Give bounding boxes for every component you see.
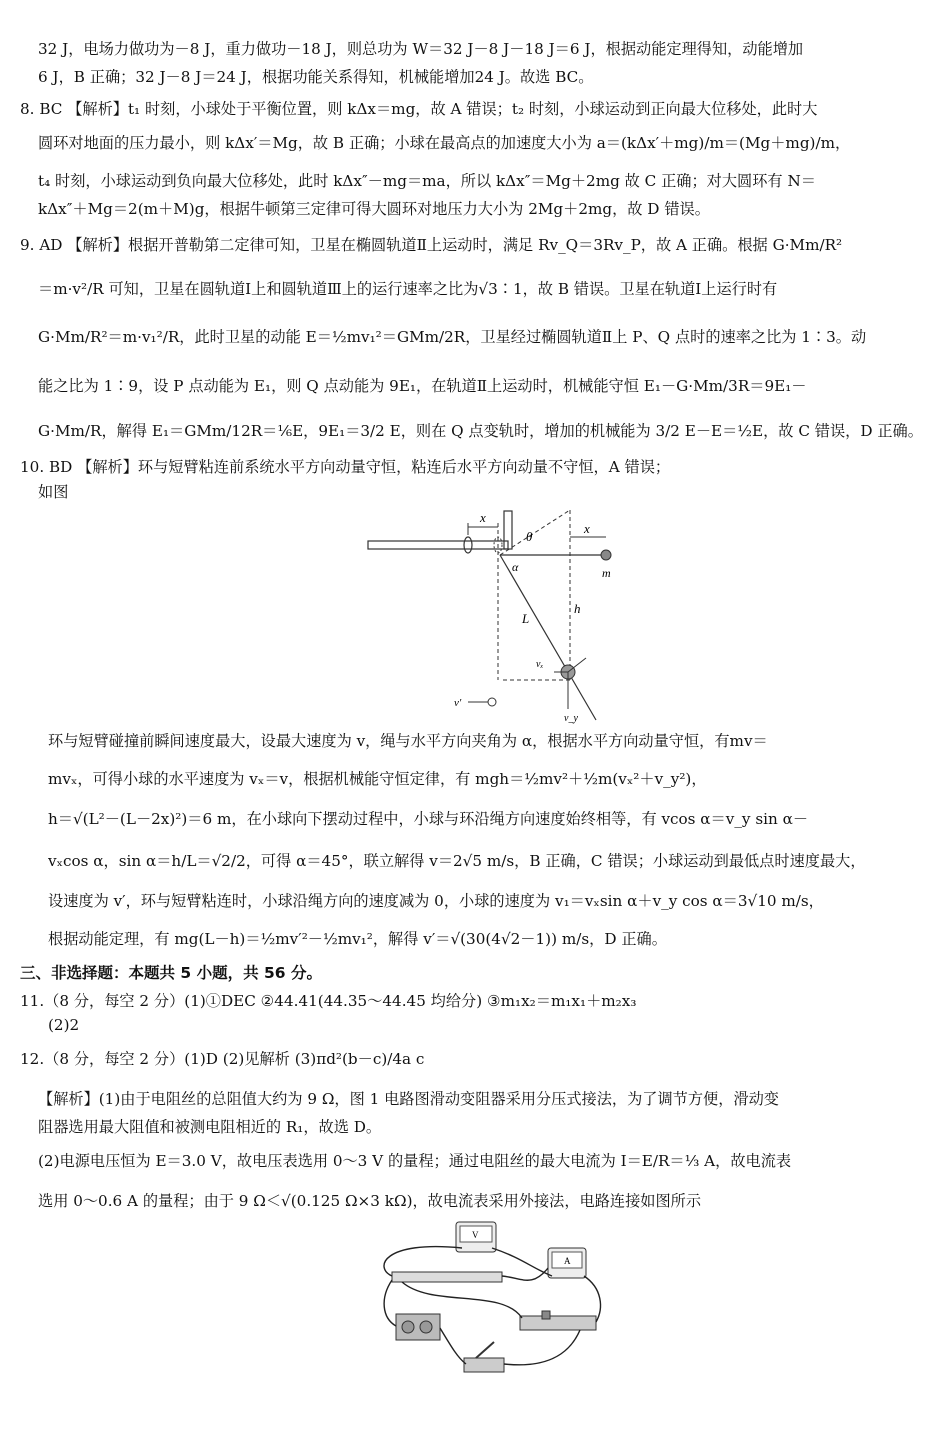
q8-line: 8. BC 【解析】t₁ 时刻，小球处于平衡位置，则 kΔx＝mg，故 A 错误；t₂ 时刻，小球运动到正向最大位移处，此时大 — [20, 100, 818, 118]
text-line: 根据动能定理，有 mg(L－h)＝½mv′²－½mv₁²，解得 v′＝√(30(4√2－1)) m/s，D 正确。 — [48, 930, 667, 948]
text-line: (2)电源电压恒为 E＝3.0 V，故电压表选用 0～3 V 的量程；通过电阻丝的最大电流为 I＝E/R＝⅓ A，故电流表 — [38, 1152, 792, 1170]
voltmeter-label: V — [472, 1230, 479, 1240]
label-x-right: x — [584, 521, 590, 536]
text-line: 环与短臂碰撞前瞬间速度最大，设最大速度为 v，绳与水平方向夹角为 α，根据水平方向动量守恒，有mv＝ — [48, 732, 768, 750]
circuit-diagram — [372, 1218, 608, 1386]
label-theta: θ — [526, 529, 533, 544]
text-line: G·Mm/R，解得 E₁＝GMm/12R＝⅙E，9E₁＝3/2 E，则在 Q 点变轨时，增加的机械能为 3/2 E－E＝½E，故 C 错误，D 正确。 — [38, 422, 923, 440]
text-line: h＝√(L²－(L－2x)²)＝6 m，在小球向下摆动过程中，小球与环沿绳方向速度始终相等，有 vcos α＝v_y sin α－ — [48, 810, 809, 828]
text-line: 32 J，电场力做功为－8 J，重力做功－18 J，则总功为 W＝32 J－8 J－18 J＝6 J，根据动能定理得知，动能增加 — [38, 40, 804, 58]
label-x-left: x — [480, 510, 486, 525]
text-line: 阻器选用最大阻值和被测电阻相近的 R₁，故选 D。 — [38, 1118, 382, 1136]
text-line: 设速度为 v′，环与短臂粘连时，小球沿绳方向的速度减为 0，小球的速度为 v₁＝vₓsin α＋v_y cos α＝3√10 m/s， — [48, 892, 824, 910]
text-line: ＝m·v²/R 可知，卫星在圆轨道Ⅰ上和圆轨道Ⅲ上的运行速率之比为√3∶1，故 B 错误。卫星在轨道Ⅰ上运行时有 — [38, 280, 778, 298]
label-vx: vₓ — [536, 659, 544, 670]
label-vy: v_y — [564, 713, 578, 724]
switch — [464, 1358, 504, 1372]
text-line: G·Mm/R²＝m·v₁²/R，此时卫星的动能 E＝½mv₁²＝GMm/2R，卫星经过椭圆轨道Ⅱ上 P、Q 点时的速率之比为 1∶3。动 — [38, 328, 867, 346]
text-line: vₓcos α，sin α＝h/L＝√2/2，可得 α＝45°，联立解得 v＝2√5 m/s，B 正确，C 错误；小球运动到最低点时速度最大， — [48, 852, 866, 870]
label-vprime: v′ — [454, 697, 462, 709]
text-line: 能之比为 1∶9，设 P 点动能为 E₁，则 Q 点动能为 9E₁，在轨道Ⅱ上运动时，机械能守恒 E₁－G·Mm/3R＝9E₁－ — [38, 377, 807, 395]
text-line: 6 J，B 正确；32 J－8 J＝24 J，根据功能关系得知，机械能增加24 J。故选 BC。 — [38, 68, 594, 86]
text-line: 选用 0～0.6 A 的量程；由于 9 Ω＜√(0.125 Ω×3 kΩ)，故电流表采用外接法，电路连接如图所示 — [38, 1192, 702, 1210]
q10-line: 10. BD 【解析】环与短臂粘连前系统水平方向动量守恒，粘连后水平方向动量不守恒，A 错误； — [20, 458, 671, 476]
section-heading: 三、非选择题：本题共 5 小题，共 56 分。 — [20, 964, 322, 982]
label-m: m — [602, 566, 611, 580]
text-line: t₄ 时刻，小球运动到负向最大位移处，此时 kΔx″－mg＝ma，所以 kΔx″＝Mg＋2mg 故 C 正确；对大圆环有 N＝ — [38, 172, 816, 190]
resistance-wire-board — [392, 1272, 502, 1282]
ammeter-label: A — [564, 1256, 571, 1266]
ball-m — [601, 550, 611, 560]
ring — [464, 537, 472, 553]
label-alpha: α — [512, 560, 519, 574]
rheostat — [520, 1316, 596, 1330]
string-L — [500, 555, 596, 720]
text-line: kΔx″＋Mg＝2(m＋M)g，根据牛顿第三定律可得大圆环对地压力大小为 2Mg＋2mg，故 D 错误。 — [38, 200, 710, 218]
q12-line: 12.（8 分，每空 2 分）(1)D (2)见解析 (3)πd²(b－c)/4a c — [20, 1050, 425, 1068]
text-line: 【解析】(1)由于电阻丝的总阻值大约为 9 Ω，图 1 电路图滑动变阻器采用分压式接法，为了调节方便，滑动变 — [38, 1090, 779, 1108]
text-line: mvₓ，可得小球的水平速度为 vₓ＝v，根据机械能守恒定律，有 mgh＝½mv²＋½m(vₓ²＋v_y²)， — [48, 770, 707, 788]
label-h: h — [574, 601, 581, 616]
label-L: L — [522, 611, 530, 626]
q9-line: 9. AD 【解析】根据开普勒第二定律可知，卫星在椭圆轨道Ⅱ上运动时，满足 Rv_Q＝3Rv_P，故 A 正确。根据 G·Mm/R² — [20, 236, 843, 254]
text-line: (2)2 — [48, 1016, 80, 1034]
text-line: 如图 — [38, 483, 69, 501]
pendulum-diagram — [360, 505, 630, 727]
rod — [368, 541, 508, 549]
text-line: 圆环对地面的压力最小，则 kΔx′＝Mg，故 B 正确；小球在最高点的加速度大小为 a＝(kΔx′＋mg)/m＝(Mg＋mg)/m， — [38, 134, 851, 152]
q11-line: 11.（8 分，每空 2 分）(1)①DEC ②44.41(44.35～44.45 均给分) ③m₁x₂＝m₁x₁＋m₂x₃ — [20, 992, 637, 1010]
